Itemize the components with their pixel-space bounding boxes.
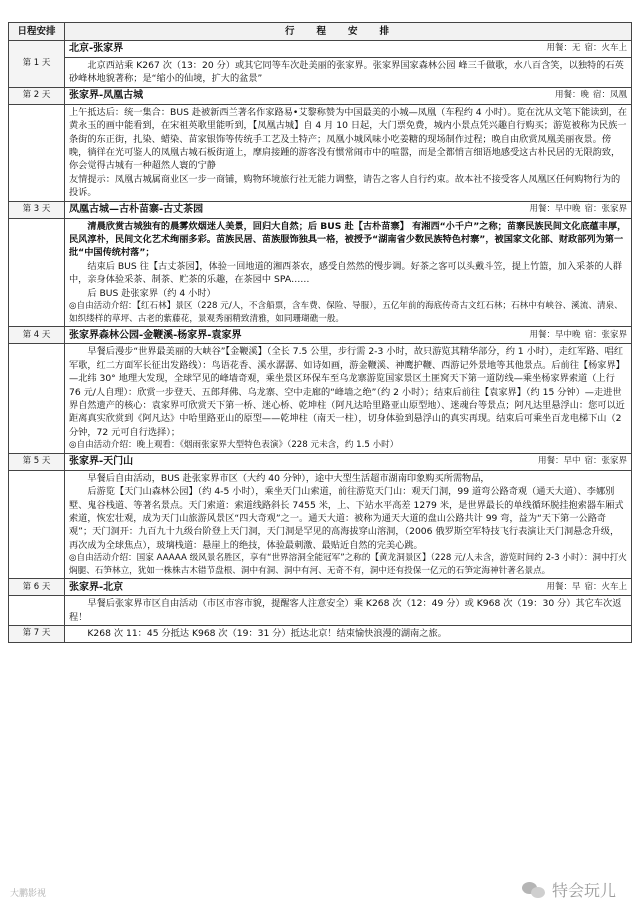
route-title: 张家界-凤凰古城 (69, 90, 144, 102)
optional-activity: ◎自由活动介绍：【红石林】景区（228 元/人，不含船票，含车费、保险、导服），五亿年前的海底传奇古文红石林；石林中有峡谷、溪流、清泉、如织缕样的草坪、古老的紫藤花，景观秀丽精致清雅，如同珊瑚礁一般。 (69, 301, 623, 324)
day-1-description (65, 58, 632, 88)
day-label: 第 5 天 (9, 453, 65, 470)
tip-paragraph: 友情提示：凤凰古城属商业区一步一商铺，购物环境旅行社无能力调整，请告之客人自行约束。故本社不接受客人凤凰区任何购物行为的投诉。 (69, 173, 621, 199)
day-3-description (65, 218, 632, 327)
paragraph: K268 次 11：45 分抵达 K968 次（19：31 分）抵达北京！结束愉快浪漫的湖南之旅。 (87, 628, 447, 640)
meal-stay-info: 用餐：晚 宿：凤凰 (554, 90, 627, 101)
table-header (9, 23, 632, 41)
day-7-row (9, 626, 632, 642)
day-7-description (65, 626, 632, 642)
left-watermark: 大鹏影视 (10, 889, 47, 899)
day-5-description (65, 470, 632, 579)
meal-stay-info: 用餐：无 宿：火车上 (546, 43, 627, 54)
day-1-route-row (9, 41, 632, 58)
paragraph: 后 BUS 赴张家界（约 4 小时） (87, 287, 216, 299)
day-2-body-row (9, 104, 632, 201)
day-label: 第 6 天 (9, 579, 65, 596)
itinerary-column-header: 行程安排 (65, 23, 632, 41)
day-label: 第 2 天 (9, 87, 65, 104)
schedule-column-header: 日程安排 (9, 23, 65, 41)
day-3-route-row (9, 201, 632, 218)
paragraph: 清晨欣赏古城独有的晨雾炊烟迷人美景，回归大自然；后 BUS 赴【古朴苗寨】 有湘西“小千户”之称；苗寨民族民间文化底蕴丰厚，民风淳朴，民间文化艺术绚丽多彩。苗族民居、苗族服饰独具一格，被授予“湖南省少数民族特色村寨”，被国家文化部、财政部列为第一批“中国传统村落”； (69, 220, 627, 259)
day-4-body-row (9, 344, 632, 453)
optional-activity: ◎自由活动介绍：晚上观看：《烟雨张家界大型特色表演》（228 元未含，约 1.5 小时） (69, 440, 399, 451)
day-6-body-row (9, 596, 632, 626)
day-label: 第 3 天 (9, 201, 65, 218)
paragraph: 结束后 BUS 往【古丈茶园】，体验一回地道的湘西茶农，感受自然然的慢步调。好茶之客可以头戴斗笠，提上竹篮，加入采茶的人群中，亲身体验采茶、制茶、贮茶的乐趣，在茶园中 SPA…… (69, 260, 622, 286)
day-2-route-row (9, 87, 632, 104)
itinerary-page (8, 22, 632, 880)
meal-stay-info: 用餐：早中晚 宿：张家界 (529, 329, 627, 340)
paragraph: 早餐后张家界市区自由活动（市区市容市貌，提醒客人注意安全）乘 K268 次（12：49 分）或 K968 次（19：30 分）其它车次返程！ (69, 598, 622, 623)
route-title: 张家界-天门山 (69, 456, 134, 468)
day-3-body-row (9, 218, 632, 327)
day-5-route-row (9, 453, 632, 470)
route-title: 北京-张家界 (69, 43, 124, 55)
paragraph: 北京西站乘 K267 次（13：20 分）或其它同等车次赴美丽的张家界。张家界国家森林公园 峰三千做歌，水八百含笑，以独特的石英砂峰林地貌著称；是“缩小的仙境，扩大的盆景” (69, 60, 624, 85)
day-2-description (65, 104, 632, 201)
paragraph: 后游览【天门山森林公园】（约 4-5 小时），乘坐天门山索道，前往游览天门山：观天门洞，99 道弯公路奇观（通天大道）、李娜别墅、鬼谷栈道、等著名景点。天门索道：索道线路斜长 7455 米，上、下站水平高差 1279 米，是世界最长的单线循环脱挂抱索器车厢式索道，恢宏壮观，成为天门山旅游风景区“四大奇观”之一。通天大道：被称为通天大道的盘山公路共计 99 弯，益为“天下第一公路奇观”；天门洞开：九百九十九级台阶登上天门洞，天门洞是罕见的高海拔穿山溶洞，（2006 俄罗斯空军特技飞行表演让天门洞悬念升级，再次成为全球焦点），玻璃栈道：悬崖上的绝技，体验最刺激、最贴近自然的完美心跳。 (69, 486, 624, 551)
right-watermark (522, 878, 616, 901)
paragraph: 早餐后自由活动，BUS 赴张家界市区（大约 40 分钟），途中大型生活超市湖南印象购买所需物品， (87, 472, 490, 484)
itinerary-table (8, 22, 632, 643)
day-1-body-row (9, 58, 632, 88)
route-title: 凤凰古城—古朴苗寨-古丈茶园 (69, 203, 204, 215)
day-4-description (65, 344, 632, 453)
watermark-text: 特会玩儿 (551, 881, 616, 900)
route-title: 张家界森林公园-金鞭溪-杨家界-袁家界 (69, 329, 242, 341)
meal-stay-info: 用餐：早 宿：火车上 (546, 581, 627, 592)
optional-activity: ◎自由活动介绍：国家 AAAAA 级风景名胜区，享有“世界溶洞全能冠军”之称的【黄龙洞景区】（228 元/人未含，游览时间约 2-3 小时）：洞中打火焖腿、石笋林立，犹如一株株古木错节盘根、洞中有洞、洞中有河、无奇不有，洞中还有投保一亿元的石笋定海神针著名景点。 (69, 553, 627, 576)
day-4-route-row (9, 327, 632, 344)
day-label: 第 7 天 (9, 626, 65, 642)
day-label: 第 4 天 (9, 327, 65, 344)
meal-stay-info: 用餐：早中晚 宿：张家界 (529, 203, 627, 214)
paragraph: 早餐后漫步“世界最美丽的大峡谷”【金鞭溪】（全长 7.5 公里，步行需 2-3 小时，故只游览其精华部分，约 1 小时），走红军路、唱红军歌，红二方面军长征出发路线）：鸟语花香、溪水潺潺、如诗如画，游金鞭溪、神鹰护鞭、西游记外景地等其他景点。后前往【杨家界】—北纬 30° 地理大发现，全球罕见的峰墙奇观，乘坐景区环保车至乌龙寨游览国家景区土匪窝天下第一道防线—乘坐杨家界索道（上行 76 元/人自理）：欣赏一步登天、五郎拜佛、乌龙寨、空中走廊的“峰墙之绝”（约 2 小时）；结束后前往【袁家界】（约 15 分钟）—走进世界自然遗产的核心：袁家界可欣赏天下第一桥、迷心桥、乾坤柱（阿凡达哈里路亚山原型地）、迷魂台等景点；阿凡达里悬浮山：您可以近距离真实欣赏到《阿凡达》中哈里路亚山的原型——乾坤柱（南天一柱），切身体验到悬浮山的真实再现。结束后可乘坐百龙电梯下山（2 分钟，72 元可自行选择）； (69, 346, 625, 438)
day-5-body-row (9, 470, 632, 579)
paragraph: 上午抵达后：统一集合：BUS 赴被新西兰著名作家路易•艾黎称赞为中国最美的小城—凤凰（车程约 4 小时）。览在沈从文笔下能读到，在黄永玉的画中能看到，在宋祖英歌里能听到，【凤凰古城】自 4 月 10 日起，大门票免费，城内小景点凭兴趣自行购买；游览被称为民族一条街的东正街，扎染、蜡染、苗家银饰等传统手工艺及土特产；凤凰小城风味小吃姜糖的现场制作过程；晚自由欣赏凤凰美丽夜景。傍晚，徜徉在光可鉴人的凤凰古城石板街道上，摩肩接踵的游客没有惯常闹市中的喧嚣，而是全都悄言细语地感受这古朴民居的无限韵致，你会觉得古城有一种超然人寰的宁静 (69, 106, 627, 172)
meal-stay-info: 用餐：早中 宿：张家界 (537, 456, 627, 467)
day-label: 第 1 天 (9, 41, 65, 88)
day-6-description (65, 596, 632, 626)
route-title: 张家界-北京 (69, 581, 124, 593)
day-6-route-row (9, 579, 632, 596)
wechat-icon (522, 880, 546, 900)
